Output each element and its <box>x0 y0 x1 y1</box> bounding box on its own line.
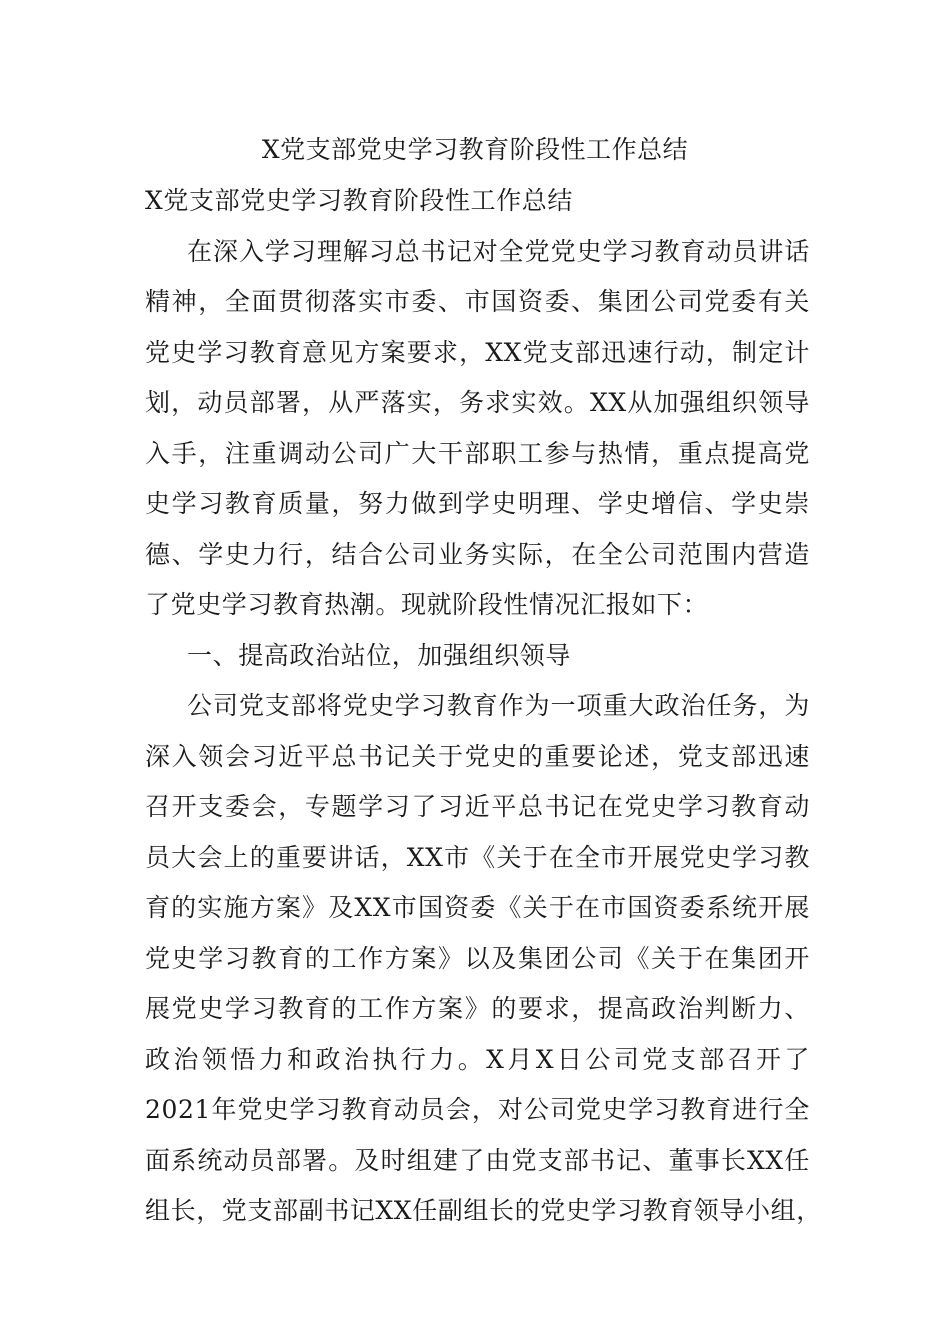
paragraph-line: 公司党支部将党史学习教育作为一项重大政治任务，为 <box>187 691 810 720</box>
document-title: X党支部党史学习教育阶段性工作总结 <box>261 135 689 164</box>
paragraph-line: 在深入学习理解习总书记对全党党史学习教育动员讲话 <box>187 236 810 266</box>
paragraph-line: 召开支委会，专题学习了习近平总书记在党史学习教育动 <box>145 792 810 821</box>
paragraph-line: 深入领会习近平总书记关于党史的重要论述，党支部迅速 <box>145 741 810 771</box>
paragraph-line: 党史学习教育意见方案要求，XX党支部迅速行动，制定计 <box>145 337 810 367</box>
document-body <box>145 176 822 1237</box>
paragraph-line: 党史学习教育的工作方案》以及集团公司《关于在集团开 <box>145 943 810 973</box>
paragraph-line: 组长，党支部副书记XX任副组长的党史学习教育领导小组， <box>145 1196 822 1225</box>
paragraph-line: 德、学史力行，结合公司业务实际，在全公司范围内营造 <box>145 539 810 569</box>
paragraph-line: 展党史学习教育的工作方案》的要求，提高政治判断力、 <box>145 994 810 1023</box>
paragraph-line: 2021年党史学习教育动员会，对公司党史学习教育进行全 <box>145 1095 810 1124</box>
paragraph-line: 面系统动员部署。及时组建了由党支部书记、董事长XX任 <box>145 1145 810 1175</box>
paragraph-line: 史学习教育质量，努力做到学史明理、学史增信、学史崇 <box>145 489 810 518</box>
paragraph-line: 了党史学习教育热潮。现就阶段性情况汇报如下： <box>145 590 709 619</box>
paragraph-line: 政治领悟力和政治执行力。X月X日公司党支部召开了 <box>145 1044 810 1074</box>
repeated-title-line: X党支部党史学习教育阶段性工作总结 <box>145 186 573 215</box>
paragraph-line: 员大会上的重要讲话，XX市《关于在全市开展党史学习教 <box>145 842 810 872</box>
paragraph-line: 精神，全面贯彻落实市委、市国资委、集团公司党委有关 <box>145 287 810 316</box>
paragraph-line: 入手，注重调动公司广大干部职工参与热情，重点提高党 <box>145 438 810 468</box>
paragraph-line: 育的实施方案》及XX市国资委《关于在市国资委系统开展 <box>145 893 810 922</box>
paragraph-line: 划，动员部署，从严落实，务求实效。XX从加强组织领导 <box>145 388 810 417</box>
section-heading: 一、提高政治站位，加强组织领导 <box>187 640 572 670</box>
